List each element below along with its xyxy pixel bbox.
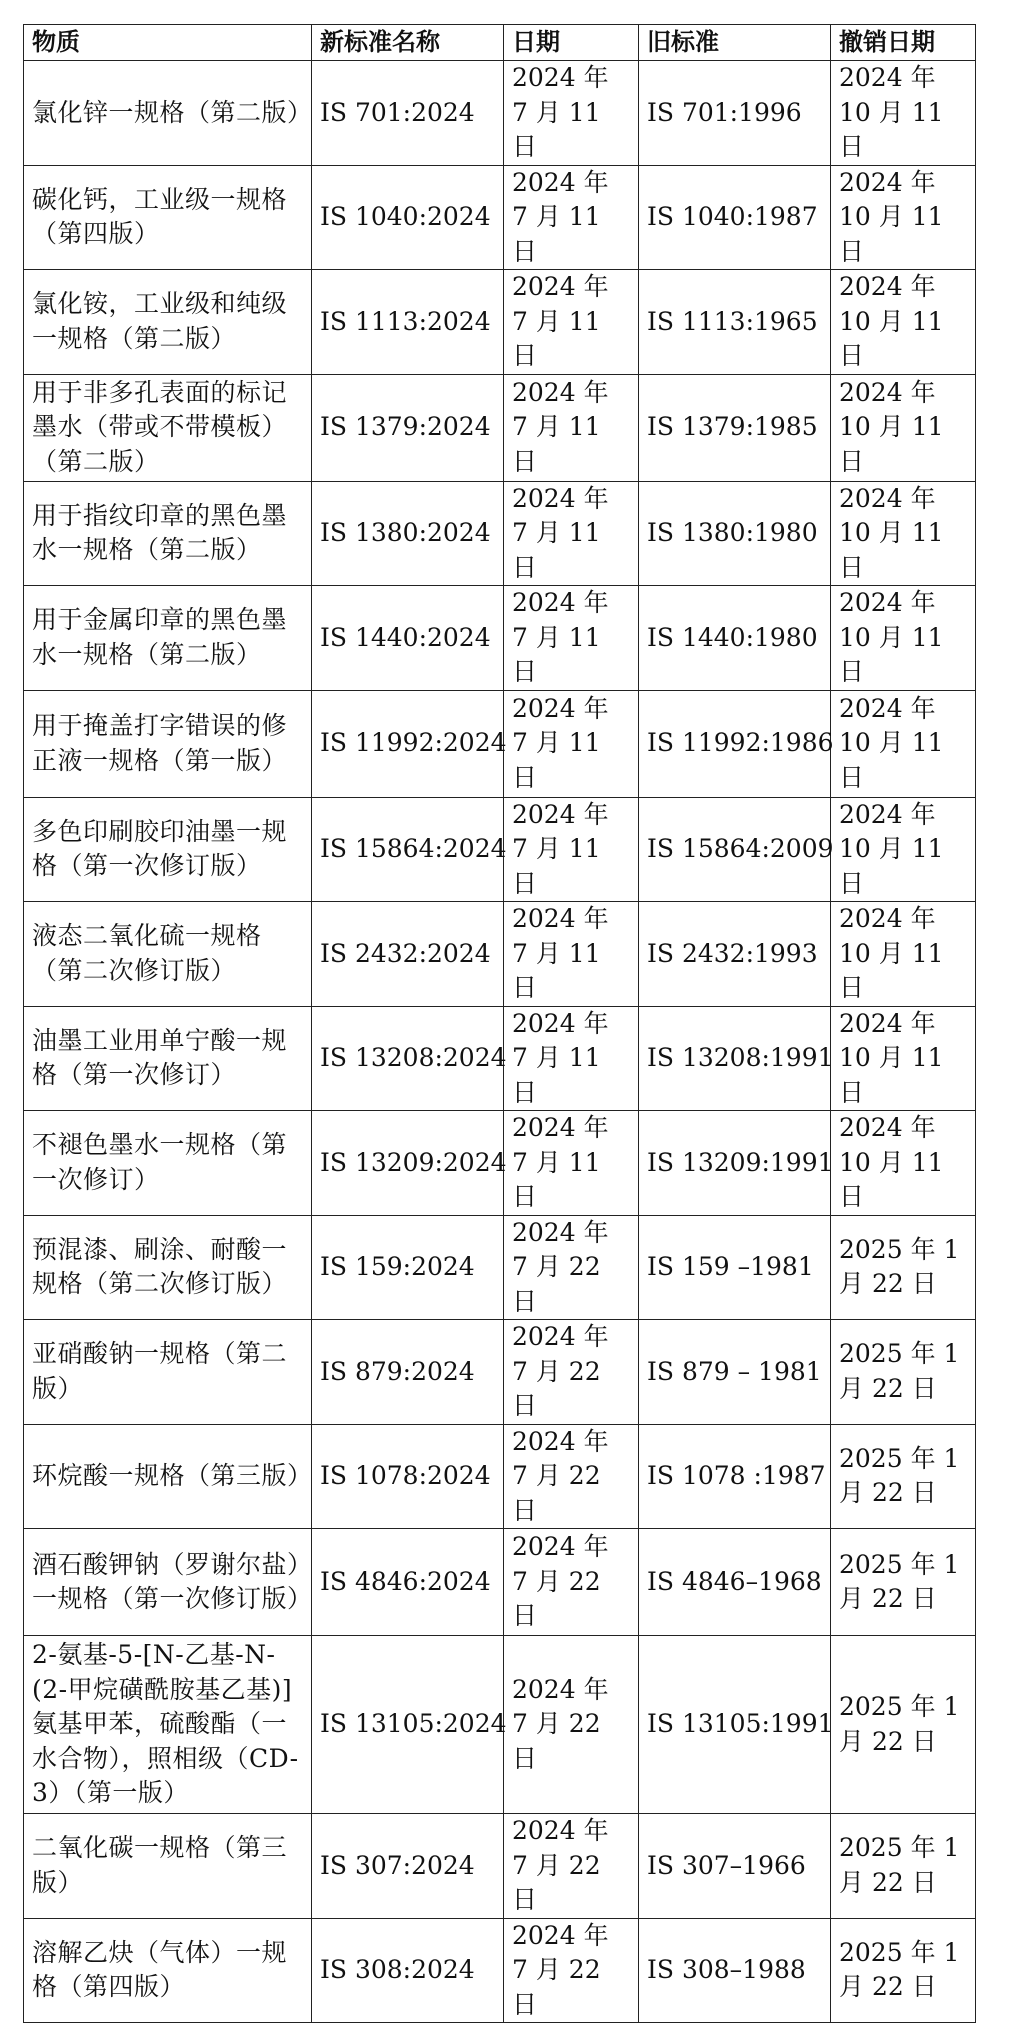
cell-new-standard: IS 15864:2024 [312,797,504,902]
cell-substance: 碳化钙，工业级一规格（第四版） [24,165,312,270]
table-row [24,797,976,902]
cell-date: 2024 年 7 月 11 日 [504,690,639,797]
cell-substance: 不褪色墨水一规格（第一次修订） [24,1111,312,1216]
cell-old-standard: IS 1380:1980 [639,481,831,586]
cell-old-standard: IS 13105:1991 [639,1636,831,1814]
cell-old-standard: IS 4846–1968 [639,1529,831,1636]
cell-substance: 二氧化碳一规格（第三版） [24,1814,312,1919]
cell-withdraw-date: 2025 年 1 月 22 日 [831,1215,976,1320]
cell-old-standard: IS 879 – 1981 [639,1320,831,1425]
cell-date: 2024 年 7 月 22 日 [504,1529,639,1636]
cell-date: 2024 年 7 月 11 日 [504,61,639,166]
cell-date: 2024 年 7 月 22 日 [504,1918,639,2023]
header-substance: 物质 [24,25,312,61]
cell-withdraw-date: 2024 年 10 月 11 日 [831,586,976,691]
cell-new-standard: IS 13105:2024 [312,1636,504,1814]
cell-old-standard: IS 701:1996 [639,61,831,166]
table-row [24,1814,976,1919]
cell-substance: 多色印刷胶印油墨一规格（第一次修订版） [24,797,312,902]
cell-new-standard: IS 879:2024 [312,1320,504,1425]
table-row [24,165,976,270]
header-row [24,25,976,61]
cell-new-standard: IS 1380:2024 [312,481,504,586]
cell-withdraw-date: 2024 年 10 月 11 日 [831,690,976,797]
cell-date: 2024 年 7 月 22 日 [504,1320,639,1425]
header-old-standard: 旧标准 [639,25,831,61]
cell-withdraw-date: 2024 年 10 月 11 日 [831,61,976,166]
cell-substance: 酒石酸钾钠（罗谢尔盐）一规格（第一次修订版） [24,1529,312,1636]
table-row [24,1636,976,1814]
cell-substance: 用于金属印章的黑色墨水一规格（第二版） [24,586,312,691]
cell-old-standard: IS 308–1988 [639,1918,831,2023]
cell-new-standard: IS 701:2024 [312,61,504,166]
cell-date: 2024 年 7 月 11 日 [504,481,639,586]
cell-withdraw-date: 2024 年 10 月 11 日 [831,902,976,1007]
cell-withdraw-date: 2025 年 1 月 22 日 [831,1320,976,1425]
standards-table [23,24,976,2023]
cell-substance: 油墨工业用单宁酸一规格（第一次修订） [24,1006,312,1111]
cell-date: 2024 年 7 月 22 日 [504,1814,639,1919]
cell-date: 2024 年 7 月 22 日 [504,1424,639,1529]
cell-withdraw-date: 2024 年 10 月 11 日 [831,1006,976,1111]
table-row [24,586,976,691]
cell-old-standard: IS 1113:1965 [639,270,831,375]
cell-substance: 液态二氧化硫一规格（第二次修订版） [24,902,312,1007]
cell-date: 2024 年 7 月 11 日 [504,586,639,691]
table-row [24,374,976,481]
cell-old-standard: IS 11992:1986 [639,690,831,797]
table-row [24,270,976,375]
cell-withdraw-date: 2025 年 1 月 22 日 [831,1529,976,1636]
cell-withdraw-date: 2025 年 1 月 22 日 [831,1424,976,1529]
cell-new-standard: IS 1113:2024 [312,270,504,375]
cell-withdraw-date: 2024 年 10 月 11 日 [831,1111,976,1216]
table-row [24,1111,976,1216]
cell-substance: 2-氨基-5-[N-乙基-N-(2-甲烷磺酰胺基乙基)]氨基甲苯，硫酸酯（一水合物），照相级（CD-3）（第一版） [24,1636,312,1814]
table-row [24,1918,976,2023]
table-body [24,61,976,2023]
cell-new-standard: IS 13208:2024 [312,1006,504,1111]
cell-new-standard: IS 2432:2024 [312,902,504,1007]
cell-new-standard: IS 308:2024 [312,1918,504,2023]
cell-withdraw-date: 2025 年 1 月 22 日 [831,1918,976,2023]
cell-substance: 氯化铵，工业级和纯级一规格（第二版） [24,270,312,375]
cell-date: 2024 年 7 月 22 日 [504,1215,639,1320]
cell-withdraw-date: 2024 年 10 月 11 日 [831,165,976,270]
cell-date: 2024 年 7 月 11 日 [504,902,639,1007]
cell-date: 2024 年 7 月 11 日 [504,374,639,481]
table-row [24,902,976,1007]
cell-date: 2024 年 7 月 11 日 [504,1111,639,1216]
cell-date: 2024 年 7 月 11 日 [504,1006,639,1111]
cell-old-standard: IS 159 –1981 [639,1215,831,1320]
cell-withdraw-date: 2024 年 10 月 11 日 [831,374,976,481]
cell-old-standard: IS 1078 :1987 [639,1424,831,1529]
cell-old-standard: IS 307–1966 [639,1814,831,1919]
cell-withdraw-date: 2024 年 10 月 11 日 [831,270,976,375]
table-row [24,481,976,586]
cell-old-standard: IS 13208:1991 [639,1006,831,1111]
cell-new-standard: IS 11992:2024 [312,690,504,797]
header-date: 日期 [504,25,639,61]
cell-substance: 用于掩盖打字错误的修正液一规格（第一版） [24,690,312,797]
cell-withdraw-date: 2024 年 10 月 11 日 [831,797,976,902]
table-row [24,1320,976,1425]
cell-new-standard: IS 1440:2024 [312,586,504,691]
cell-old-standard: IS 2432:1993 [639,902,831,1007]
table-row [24,1529,976,1636]
cell-withdraw-date: 2025 年 1 月 22 日 [831,1636,976,1814]
cell-substance: 亚硝酸钠一规格（第二版） [24,1320,312,1425]
cell-new-standard: IS 13209:2024 [312,1111,504,1216]
cell-old-standard: IS 1379:1985 [639,374,831,481]
cell-substance: 氯化锌一规格（第二版） [24,61,312,166]
cell-substance: 环烷酸一规格（第三版） [24,1424,312,1529]
table-row [24,690,976,797]
cell-old-standard: IS 13209:1991 [639,1111,831,1216]
table-row [24,1215,976,1320]
cell-date: 2024 年 7 月 11 日 [504,270,639,375]
cell-withdraw-date: 2025 年 1 月 22 日 [831,1814,976,1919]
cell-substance: 溶解乙炔（气体）一规格（第四版） [24,1918,312,2023]
cell-date: 2024 年 7 月 11 日 [504,165,639,270]
header-withdraw-date: 撤销日期 [831,25,976,61]
table-row [24,1424,976,1529]
cell-substance: 用于指纹印章的黑色墨水一规格（第二版） [24,481,312,586]
cell-new-standard: IS 1078:2024 [312,1424,504,1529]
cell-new-standard: IS 307:2024 [312,1814,504,1919]
cell-withdraw-date: 2024 年 10 月 11 日 [831,481,976,586]
cell-old-standard: IS 1040:1987 [639,165,831,270]
cell-new-standard: IS 159:2024 [312,1215,504,1320]
cell-substance: 用于非多孔表面的标记墨水（带或不带模板）（第二版） [24,374,312,481]
cell-date: 2024 年 7 月 22 日 [504,1636,639,1814]
cell-substance: 预混漆、刷涂、耐酸一规格（第二次修订版） [24,1215,312,1320]
cell-new-standard: IS 1040:2024 [312,165,504,270]
table-row [24,61,976,166]
cell-old-standard: IS 15864:2009 [639,797,831,902]
cell-old-standard: IS 1440:1980 [639,586,831,691]
table-row [24,1006,976,1111]
cell-date: 2024 年 7 月 11 日 [504,797,639,902]
cell-new-standard: IS 1379:2024 [312,374,504,481]
cell-new-standard: IS 4846:2024 [312,1529,504,1636]
header-new-standard: 新标准名称 [312,25,504,61]
